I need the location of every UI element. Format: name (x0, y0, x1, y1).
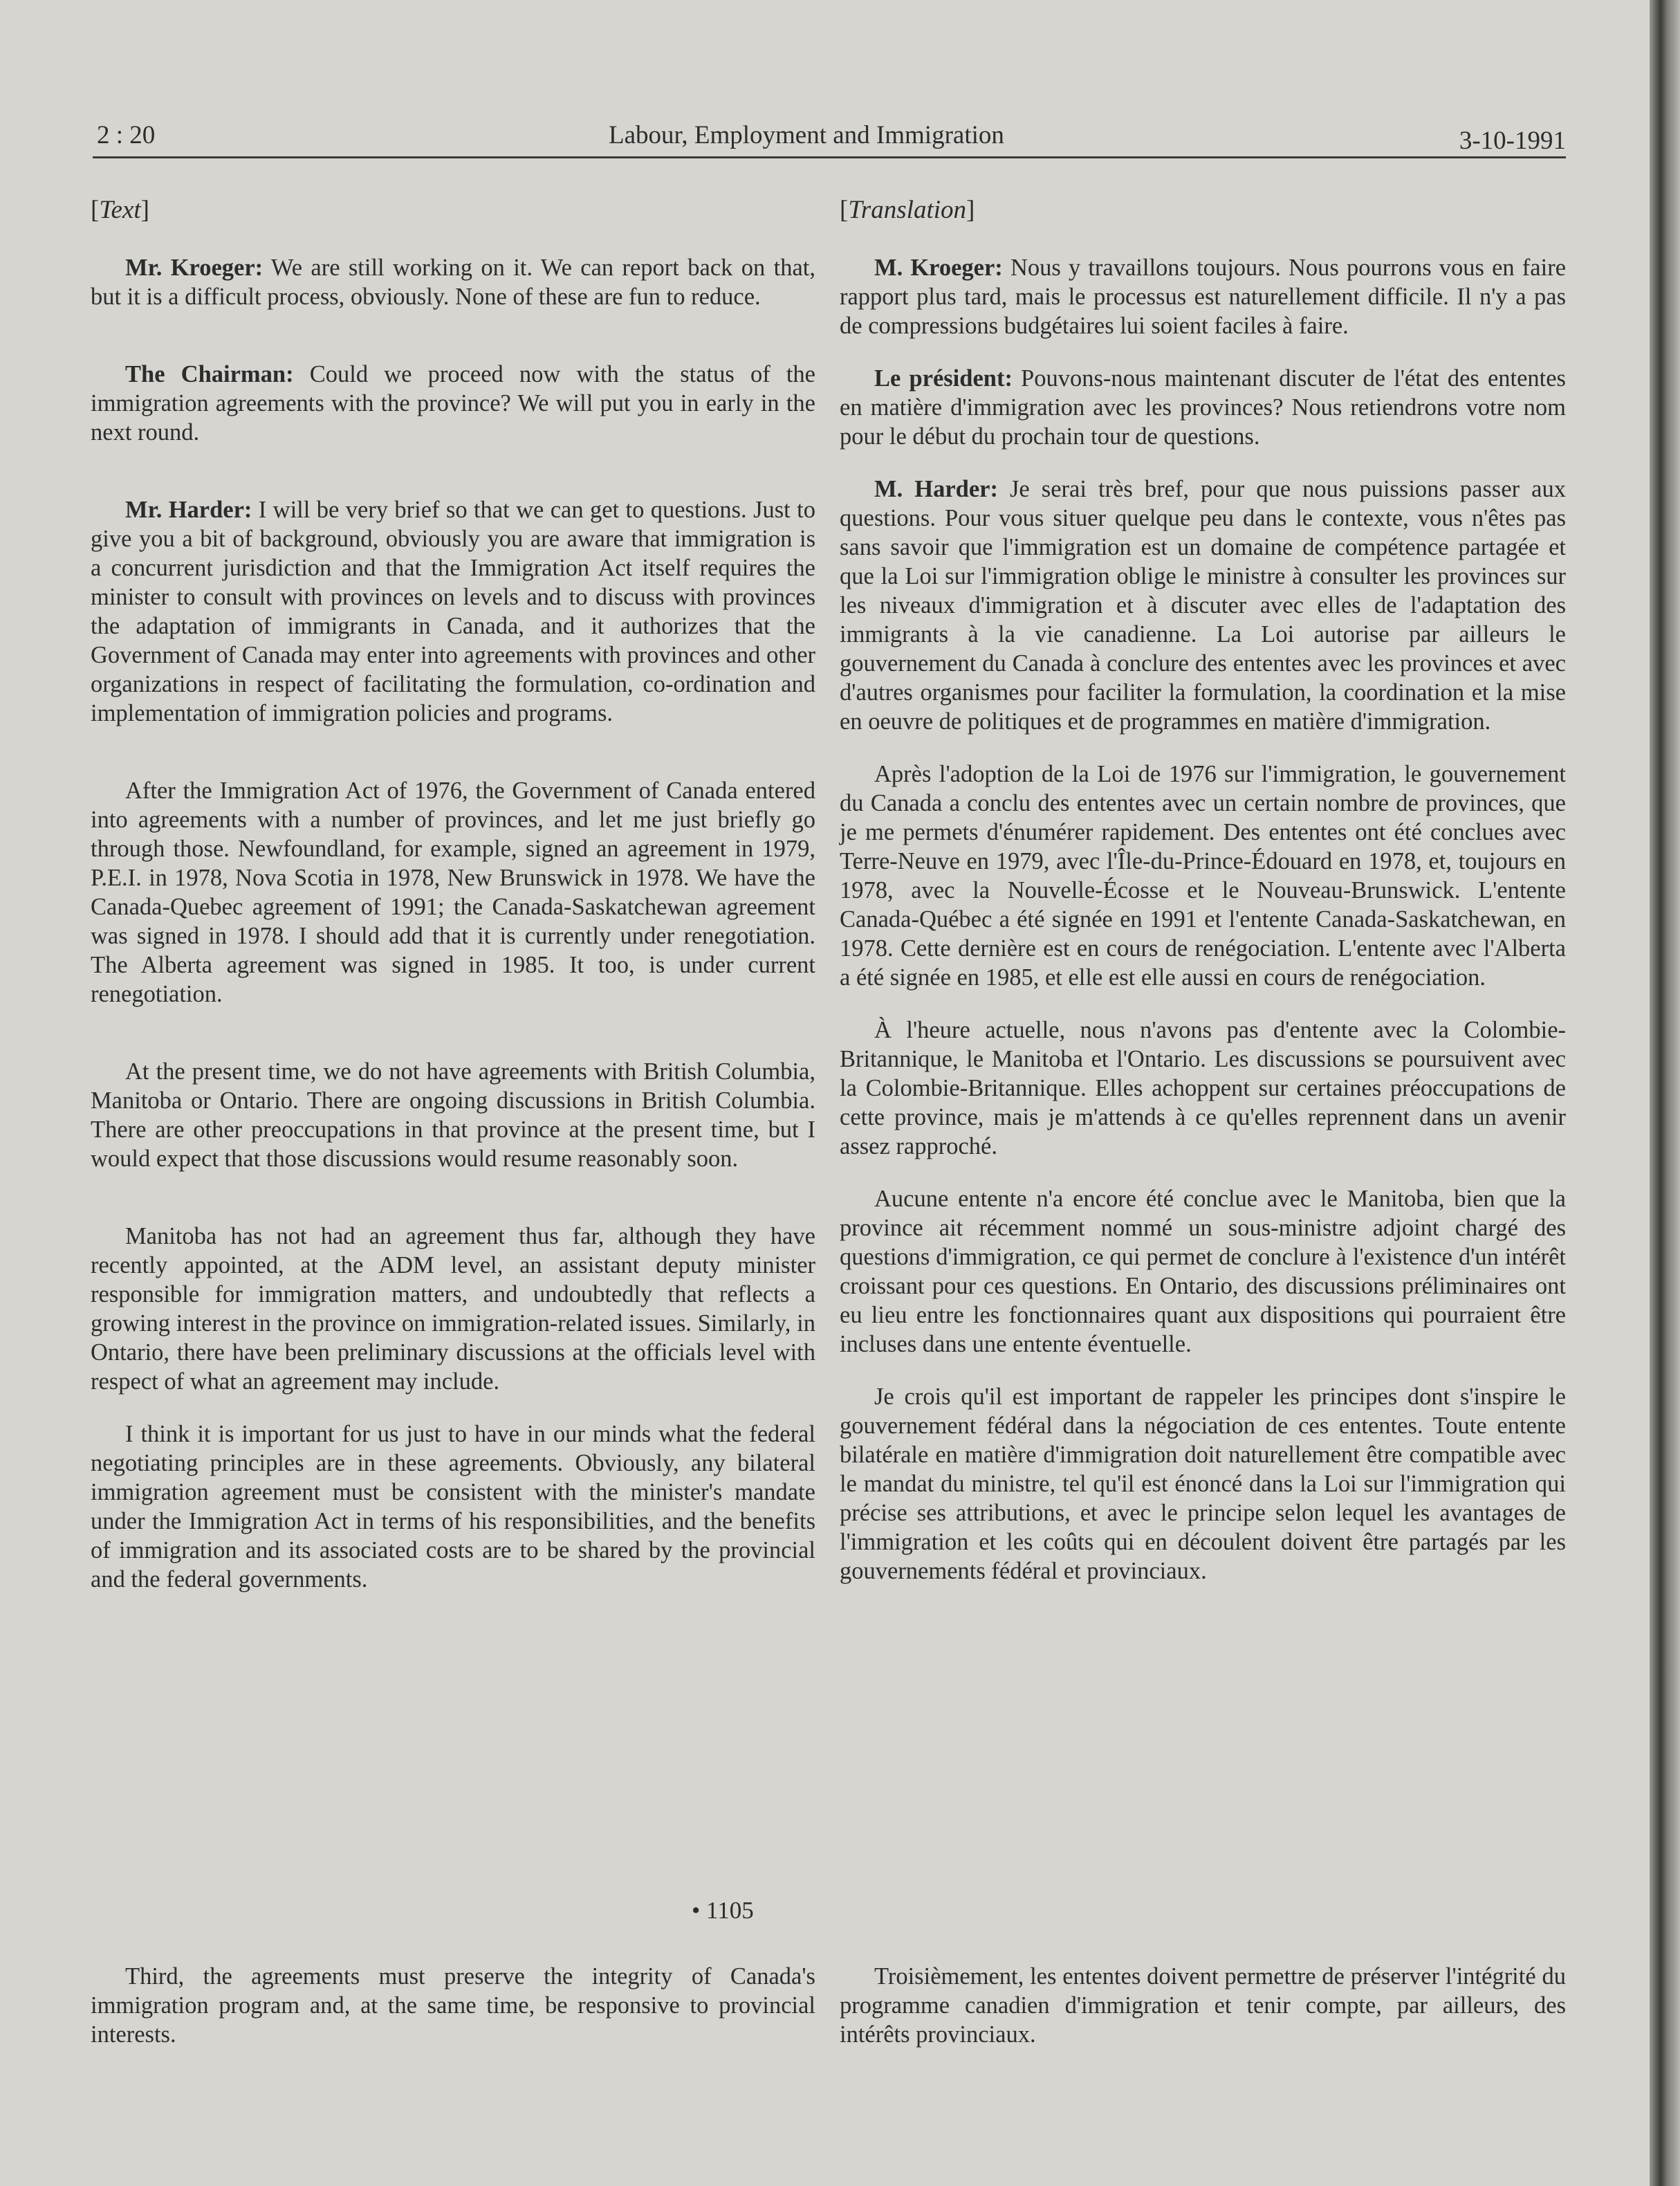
paragraph-text: Pouvons-nous maintenant discuter de l'état des ententes en matière d'immigration avec les provinces? Nous retiendrons votre nom pour le début du prochain tour de questions. (840, 365, 1566, 450)
english-column (91, 195, 815, 1594)
paragraph-agreements-fr (840, 760, 1566, 992)
paragraph-text: Could we proceed now with the status of the immigration agreements with the province? We will put you in early in the next round. (91, 361, 815, 446)
paragraph-text: Aucune entente n'a encore été conclue avec le Manitoba, bien que la province ait récemment nommé un sous-ministre adjoint chargé des questions d'immigration, ce qui permet de conclure à l'existence d'un intérêt croissant pour ces questions. En Ontario, des discussions préliminaires ont eu lieu entre les fonctionnaires quant aux dispositions qui pourraient être incluses dans une entente éventuelle. (840, 1186, 1566, 1357)
translation-tag-label: Translation (848, 196, 967, 224)
paragraph-text: We are still working on it. We can report back on that, but it is a difficult process, obviously. None of these are fun to reduce. (91, 255, 815, 310)
text-tag: [Text] (91, 196, 149, 224)
paragraph-principles-en (91, 1420, 815, 1594)
paragraph-text: Je serai très bref, pour que nous puissions passer aux questions. Pour vous situer quelque peu dans le contexte, vous n'êtes pas sans savoir que l'immigration est un domaine de compétence partagée et que la Loi sur l'immigration oblige le ministre à consulter les provinces sur les niveaux d'immigration et à discuter avec elles de l'adaptation des immigrants à la vie canadienne. La Loi autorise par ailleurs le gouvernement du Canada à conclure des ententes avec les provinces et avec d'autres organismes pour faciliter la formulation, la coordination et la mise en oeuvre de politiques et de programmes en matière d'immigration. (840, 476, 1566, 735)
french-final-block (840, 1962, 1566, 2049)
translation-tag: [Translation] (840, 196, 975, 224)
paragraph-manitoba-fr (840, 1184, 1566, 1359)
speaker: Mr. Kroeger: (125, 255, 264, 281)
paragraph-kroeger-fr (840, 253, 1566, 340)
header-title: Labour, Employment and Immigration (609, 121, 1004, 149)
page-edge-shadow (1650, 0, 1680, 2186)
paragraph-text: I will be very brief so that we can get to questions. Just to give you a bit of background, obviously you are aware that immigration is a concurrent jurisdiction and that the Immigration Act itself requires the minister to consult with provinces on levels and to discuss with provinces the adaptation of immigrants in Canada, and it authorizes that the Government of Canada may enter into agreements with provinces and other organizations in respect of facilitating the formulation, co-ordination and implementation of immigration policies and programs. (91, 497, 815, 726)
paragraph-third-en: Third, the agreements must preserve the integrity of Canada's immigration program and, at the same time, be responsive to provincial interests. (91, 1963, 815, 2048)
paragraph-text: Je crois qu'il est important de rappeler les principes dont s'inspire le gouvernement fédéral dans la négociation de ces ententes. Toute entente bilatérale en matière d'immigration doit naturellement être compatible avec le mandat du ministre, tel qu'il est énoncé dans la Loi sur l'immigration qui précise ses attributions, et avec le principe selon lequel les avantages de l'immigration et les coûts qui en découlent doivent être partagés par les gouvernements fédéral et provinciaux. (840, 1384, 1566, 1584)
paragraph-present-time-fr (840, 1016, 1566, 1161)
speaker: The Chairman: (125, 361, 294, 387)
paragraph-harder-fr (840, 475, 1566, 736)
speaker: Mr. Harder: (125, 497, 252, 523)
page-header (93, 118, 1566, 158)
paragraph-agreements-en (91, 776, 815, 1009)
page-number: 2 : 20 (97, 121, 156, 149)
text-tag-label: Text (99, 196, 141, 224)
paragraph-text: Après l'adoption de la Loi de 1976 sur l'immigration, le gouvernement du Canada a conclu des ententes avec un certain nombre de provinces, que je me permets d'énumérer rapidement. Des ententes ont été conclues avec Terre-Neuve en 1979, avec l'Île-du-Prince-Édouard en 1978, et, toujours en 1978, avec la Nouvelle-Écosse et le Nouveau-Brunswick. L'entente Canada-Québec a été signée en 1991 et l'entente Canada-Saskatchewan, en 1978. Cette dernière est en cours de renégociation. L'entente avec l'Alberta a été signée en 1985, et elle est elle aussi en cours de renégociation. (840, 761, 1566, 991)
paragraph-president-fr (840, 364, 1566, 451)
paragraph-chairman-en (91, 360, 815, 447)
paragraph-text: At the present time, we do not have agreements with British Columbia, Manitoba or Ontario. There are ongoing discussions in British Columbia. There are other preoccupations in that province at the present time, but I would expect that those discussions would resume reasonably soon. (91, 1058, 815, 1172)
paragraph-third-fr: Troisièmement, les ententes doivent permettre de préserver l'intégrité du programme canadien d'immigration et tenir compte, par ailleurs, des intérêts provinciaux. (840, 1963, 1566, 2048)
paragraph-present-time-en (91, 1057, 815, 1173)
paragraph-text: After the Immigration Act of 1976, the Government of Canada entered into agreements with a number of provinces, and let me just briefly go through those. Newfoundland, for example, signed an agreement in 1979, P.E.I. in 1978, Nova Scotia in 1978, New Brunswick in 1978. We have the Canada-Quebec agreement of 1991; the Canada-Saskatchewan agreement was signed in 1978. I should add that it is currently under renegotiation. The Alberta agreement was signed in 1985. It too, is under current renegotiation. (91, 778, 815, 1007)
paragraph-text: I think it is important for us just to have in our minds what the federal negotiating principles are in these agreements. Obviously, any bilateral immigration agreement must be consistent with the minister's mandate under the Immigration Act in terms of his responsibilities, and the benefits of immigration and its associated costs are to be shared by the provincial and the federal governments. (91, 1421, 815, 1592)
paragraph-text: À l'heure actuelle, nous n'avons pas d'entente avec la Colombie-Britannique, le Manitoba et l'Ontario. Les discussions se poursuivent avec la Colombie-Britannique. Elles achoppent sur certaines préoccupations de cette province, mais je m'attends à ce qu'elles reprennent dans un avenir assez rapproché. (840, 1017, 1566, 1159)
speaker: M. Harder: (874, 476, 998, 502)
speaker: M. Kroeger: (874, 255, 1003, 281)
speaker: Le président: (874, 365, 1013, 392)
paragraph-harder-en (91, 495, 815, 728)
paragraph-kroeger-en (91, 253, 815, 311)
paragraph-text: Manitoba has not had an agreement thus far, although they have recently appointed, at the ADM level, an assistant deputy minister responsible for immigration matters, and undoubtedly that reflects a growing interest in the province on immigration-related issues. Similarly, in Ontario, there have been preliminary discussions at the officials level with respect of what an agreement may include. (91, 1223, 815, 1395)
english-final-block (91, 1962, 815, 2049)
time-marker: • 1105 (692, 1897, 754, 1924)
header-date: 3-10-1991 (1459, 127, 1566, 155)
paragraph-manitoba-en (91, 1222, 815, 1396)
paragraph-text: Nous y travaillons toujours. Nous pourrons vous en faire rapport plus tard, mais le processus est naturellement difficile. Il n'y a pas de compressions budgétaires lui soient faciles à faire. (840, 255, 1567, 339)
french-column (840, 195, 1566, 1586)
paragraph-principles-fr (840, 1382, 1566, 1586)
